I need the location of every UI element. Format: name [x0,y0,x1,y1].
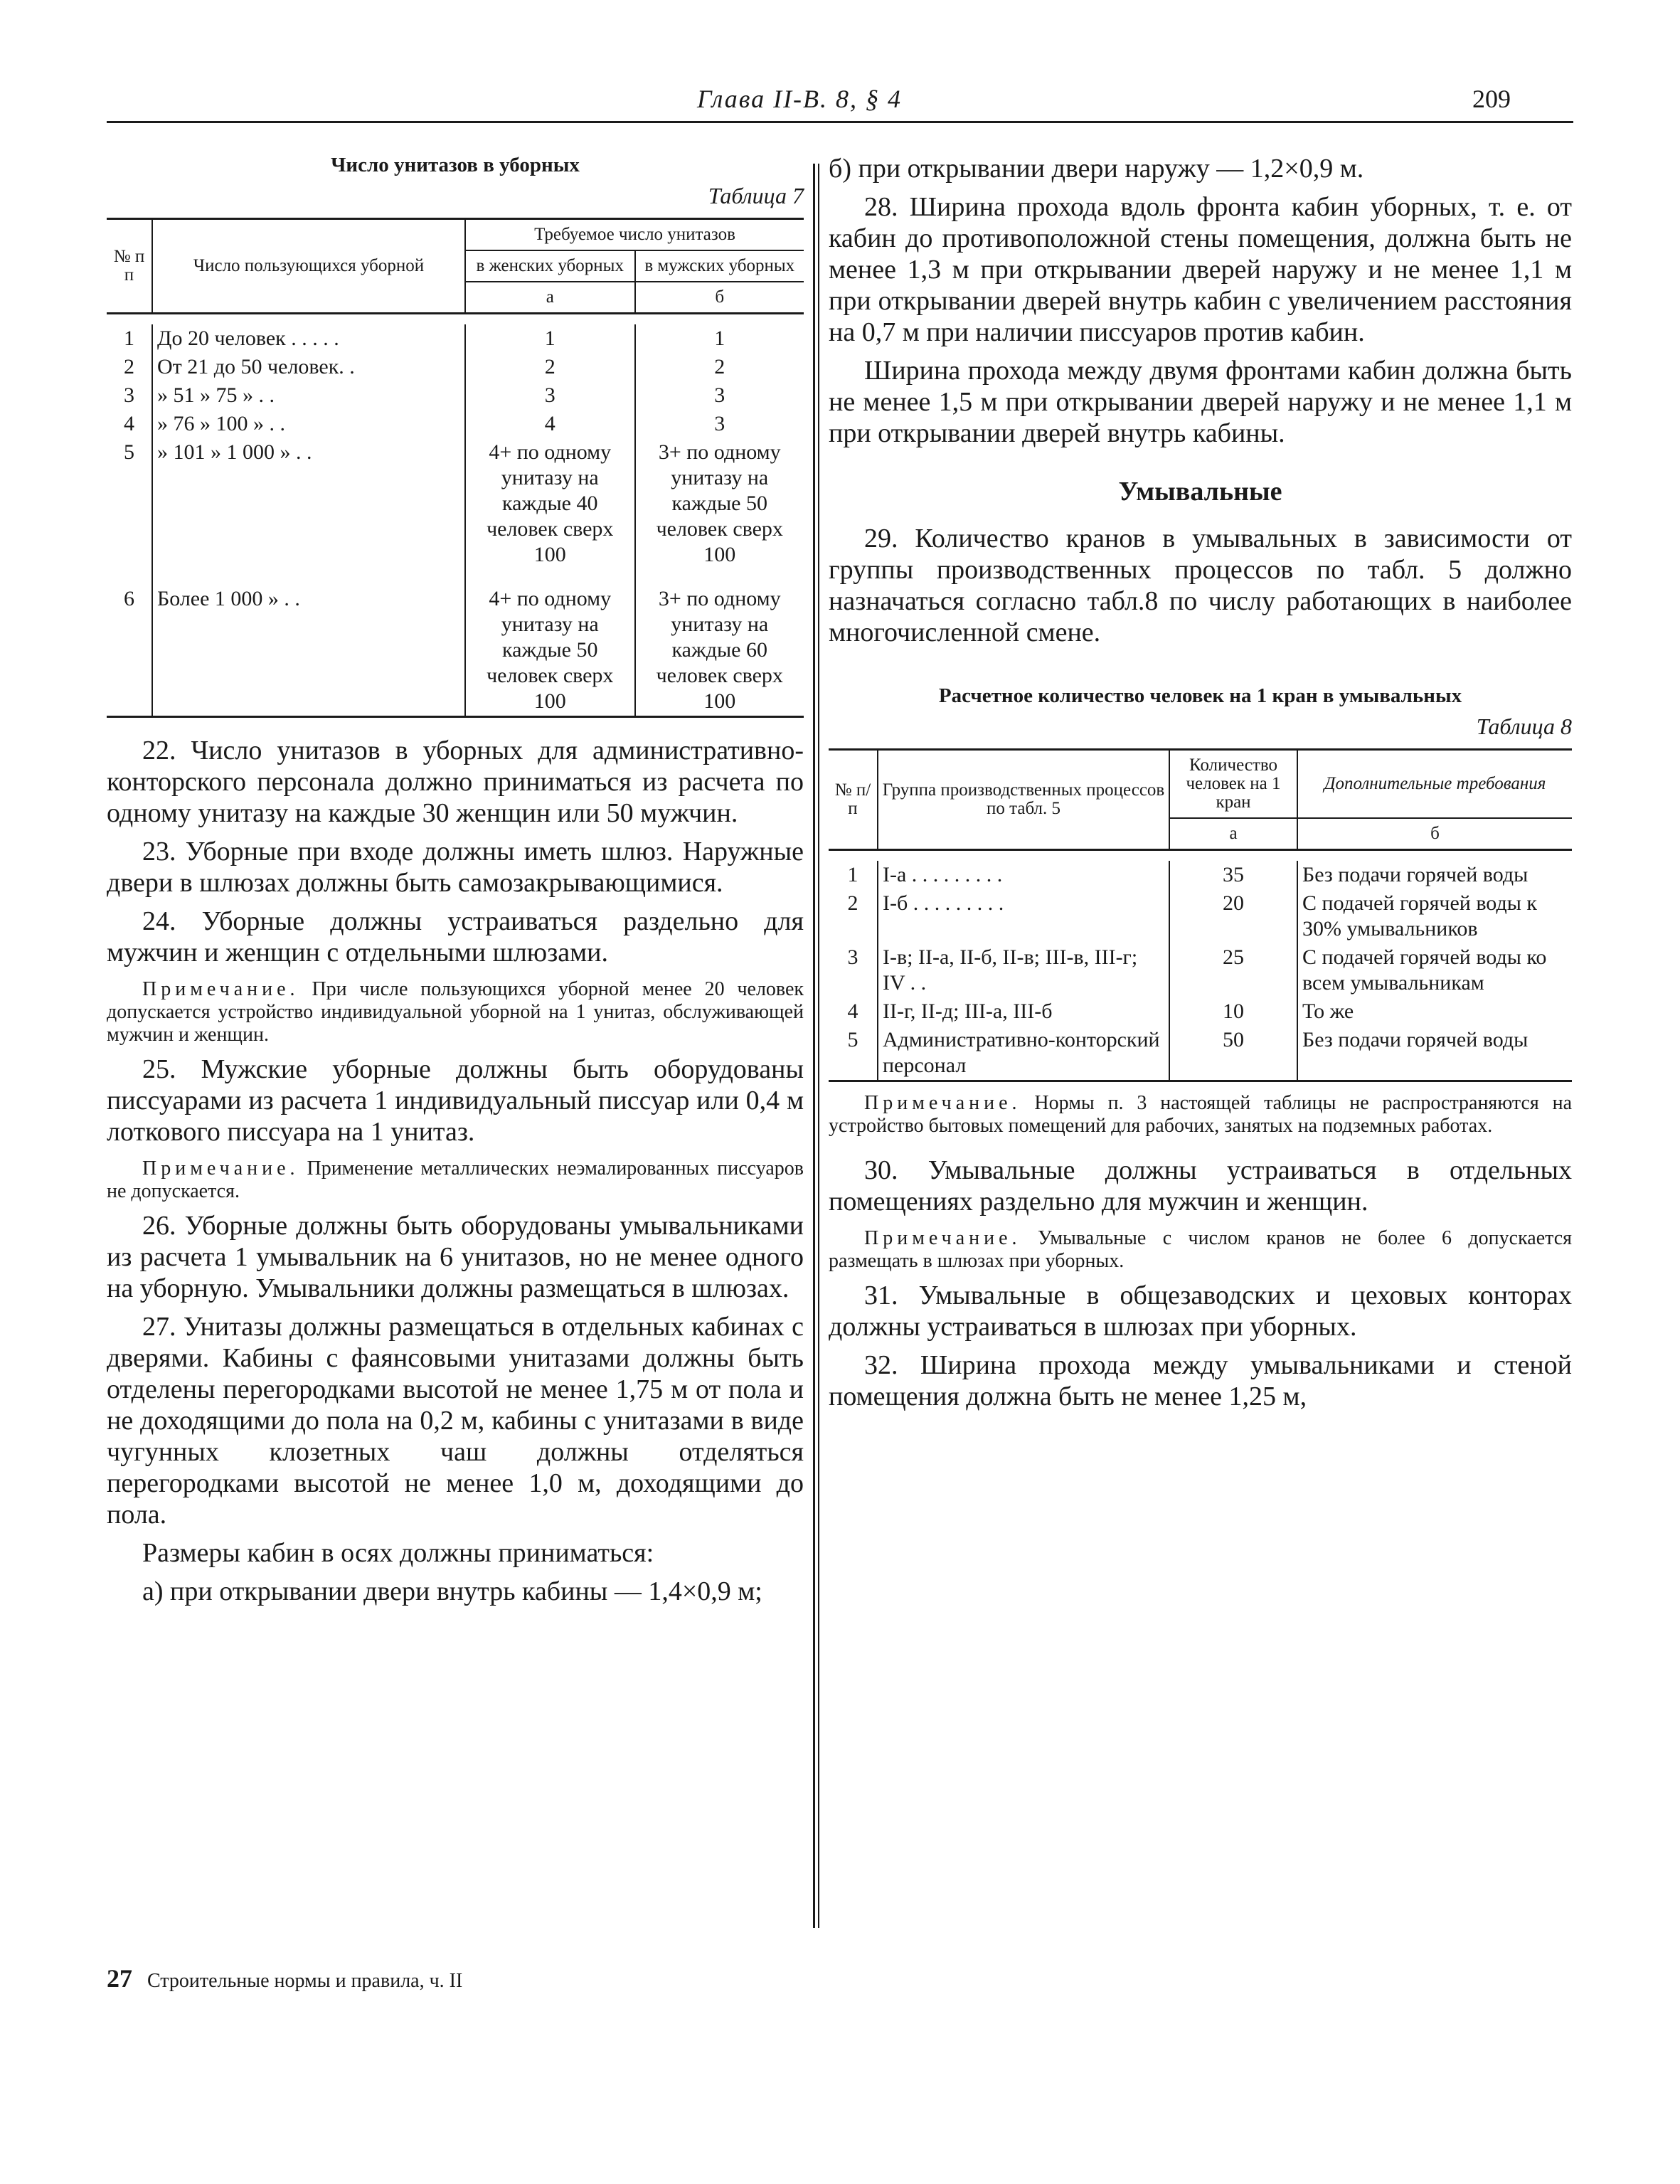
paragraph-28-b: Ширина прохода между двумя фронтами кабин должна быть не менее 1,5 м при открывании дверей наружу и не менее 1,1 м при открывании дверей внутрь кабины. [829,356,1572,448]
table7-header-users: Число пользующихся уборной [152,219,465,314]
note-label: Примечание. [864,1092,1021,1114]
section-heading: Умывальные [1118,477,1282,507]
paragraph-23: 23. Уборные при входе должны иметь шлюз. Наружные двери в шлюзах должны быть самозакрывающимися. [107,837,804,898]
table8-cell-group: Административно-конторский персонал [878,1026,1169,1081]
column-divider-inner [818,164,819,1928]
page-number: 209 [1472,85,1511,113]
table7-cell-num: 6 [107,569,152,717]
table7-cell-men: 1 [635,324,804,353]
table-row [107,381,804,410]
table8-header-extra: Дополнительные требования [1297,750,1572,819]
table7-cell-num: 3 [124,383,134,407]
table8-cell-num: 2 [847,891,858,915]
table7-cell-users: Более 1 000 » . . [152,569,465,717]
table8-cell-count: 20 [1169,889,1297,943]
table7-cell-men: 3 [635,410,804,438]
header-rule [107,121,1573,123]
column-divider [813,164,815,1928]
table7-cell-men: 3+ по одному унитазу на каждые 60 человек сверх 100 [635,569,804,717]
table8-cell-group: I-в; II-а, II-б, II-в; III-в, III-г; IV . . [878,943,1169,997]
table7-header-women: в женских уборных [465,250,635,282]
paragraph-22: 22. Число унитазов в уборных для административно-конторского персонала должно приниматься из расчета по одному унитазу на каждые 30 женщин или 50 мужчин. [107,736,804,828]
table8-header-count: Количество человек на 1 кран [1169,750,1297,819]
table7-cell-num: 5 [124,440,134,464]
paragraph-27-sizes: Размеры кабин в осях должны приниматься: [142,1538,654,1568]
note-text: При числе пользующихся уборной менее 20 человек допускается устройство индивидуальной уборной на 1 унитаз, обслуживающей мужчин и женщин. [107,978,804,1046]
paragraph-27-a: а) при открывании двери внутрь кабины — 1,4×0,9 м; [142,1576,762,1606]
paragraph-31: 31. Умывальные в общезаводских и цеховых конторах должны устраиваться в шлюзах при уборных. [829,1281,1572,1342]
table8-title: Расчетное количество человек на 1 кран в умывальных [938,684,1462,707]
note-30 [829,1227,1572,1273]
table7-cell-men: 2 [635,353,804,381]
note-text: Применение металлических неэмалированных писсуаров не допускается. [107,1157,804,1202]
table8 [829,748,1572,1082]
note-25 [107,1157,804,1203]
paragraph-27: 27. Унитазы должны размещаться в отдельных кабинах с дверями. Кабины с фаянсовыми унитазами должны быть отделены перегородками высотой не менее 1,75 м от пола и не доходящими до пола на 0,2 м, кабины с унитазами в виде чугунных клозетных чаш должны отделяться перегородками высотой не менее 1,0 м, доходящими до пола. [107,1312,804,1530]
table7-cell-users: От 21 до 50 человек. . [152,353,465,381]
table7-header-men: в мужских уборных [635,250,804,282]
footer-text: Строительные нормы и правила, ч. II [147,1970,463,1992]
table7-cell-users: » 76 » 100 » . . [152,410,465,438]
table8-cell-extra: То же [1297,997,1572,1026]
table-row [829,861,1572,889]
table-row [829,997,1572,1026]
table7-cell-users: До 20 человек . . . . . [152,324,465,353]
table8-cell-count: 50 [1169,1026,1297,1081]
table7-header-b: б [635,282,804,314]
paragraph-29: 29. Количество кранов в умывальных в зависимости от группы производственных процессов по табл. 5 должно назначаться согласно табл.8 по числу работающих в наиболее многочисленной смене. [829,524,1572,647]
table8-header-b: б [1297,818,1572,850]
paragraph-27-b: б) при открывании двери наружу — 1,2×0,9 м. [829,154,1364,184]
paragraph-28: 28. Ширина прохода вдоль фронта кабин уборных, т. е. от кабин до противоположной стены помещения, должна быть не менее 1,3 м при открывании дверей наружу и не менее 1,1 м при открывании дверей внутрь кабин с увеличением расстояния на 0,7 м при наличии писсуаров против кабин. [829,192,1572,347]
paragraph-25: 25. Мужские уборные должны быть оборудованы писсуарами из расчета 1 индивидуальный писсуар или 0,4 м лоткового писсуара на 1 унитаз. [107,1054,804,1147]
table8-cell-extra: Без подачи горячей воды [1297,1026,1572,1081]
table8-header-group: Группа производственных процессов по табл. 5 [878,750,1169,850]
note-text: Умывальные с числом кранов не более 6 допускается размещать в шлюзах при уборных. [829,1227,1573,1272]
table8-label: Таблица 8 [1476,714,1572,739]
paragraph-32: 32. Ширина прохода между умывальниками и стеной помещения должна быть не менее 1,25 м, [829,1350,1572,1411]
table7-cell-women: 4 [465,410,635,438]
table7-header-a: а [465,282,635,314]
table7-cell-num: 2 [124,355,134,378]
table8-cell-group: II-г, II-д; III-а, III-б [878,997,1169,1026]
table-row [107,438,804,569]
table-row [107,569,804,717]
note-24 [107,978,804,1046]
table7-cell-women: 1 [465,324,635,353]
table-row [829,1026,1572,1081]
right-column [829,153,1572,1412]
table8-cell-count: 35 [1169,861,1297,889]
table8-header-num: № п/п [829,750,878,850]
table8-cell-extra: Без подачи горячей воды [1297,861,1572,889]
running-header: Глава II-В. 8, § 4 [697,85,903,113]
table8-cell-extra: С подачей горячей воды к 30% умывальников [1297,889,1572,943]
note-table8 [829,1092,1572,1138]
table7-cell-women: 4+ по одному унитазу на каждые 50 человек сверх 100 [465,569,635,717]
table7-header-num: № п п [107,219,152,314]
table7-cell-women: 3 [465,381,635,410]
table8-cell-count: 25 [1169,943,1297,997]
table8-header-a: а [1169,818,1297,850]
table7-header-required: Требуемое число унитазов [465,219,804,251]
table-row [829,943,1572,997]
paragraph-30: 30. Умывальные должны устраиваться в отдельных помещениях раздельно для мужчин и женщин. [829,1155,1572,1216]
table8-cell-num: 5 [829,1026,878,1081]
footer-sheet-number: 27 [107,1964,132,1993]
table7-cell-women: 2 [465,353,635,381]
paragraph-26: 26. Уборные должны быть оборудованы умывальниками из расчета 1 умывальник на 6 унитазов, но не менее одного на уборную. Умывальники должны размещаться в шлюзах. [107,1211,804,1303]
table-row [107,410,804,438]
page-footer [107,1963,462,1993]
note-text: Нормы п. 3 настоящей таблицы не распространяются на устройство бытовых помещений для рабочих, занятых на подземных работах. [829,1092,1572,1137]
note-label: Примечание. [142,978,299,1000]
table8-cell-group: I-б . . . . . . . . . [878,889,1169,943]
table8-cell-extra: С подачей горячей воды ко всем умывальникам [1297,943,1572,997]
table-row [829,889,1572,943]
table7-cell-num: 1 [124,327,134,350]
table7-cell-women: 4+ по одному унитазу на каждые 40 человек сверх 100 [465,438,635,569]
table7-cell-num: 4 [124,412,134,435]
table7-cell-users: » 101 » 1 000 » . . [152,438,465,569]
table7-cell-men: 3 [635,381,804,410]
table8-cell-num: 1 [847,863,858,886]
table-row [107,324,804,353]
table7-cell-users: » 51 » 75 » . . [152,381,465,410]
paragraph-24: 24. Уборные должны устраиваться раздельно для мужчин и женщин с отдельными шлюзами. [107,906,804,968]
table8-cell-count: 10 [1169,997,1297,1026]
note-label: Примечание. [142,1157,299,1180]
table7-label: Таблица 7 [708,183,804,208]
table7-cell-men: 3+ по одному унитазу на каждые 50 человек сверх 100 [635,438,804,569]
left-column [107,153,804,1607]
table8-cell-num: 4 [847,1000,858,1023]
table7 [107,218,804,718]
note-label: Примечание. [864,1227,1021,1249]
table8-cell-group: I-а . . . . . . . . . [878,861,1169,889]
table-row [107,353,804,381]
table7-title: Число унитазов в уборных [331,154,580,176]
table8-cell-num: 3 [847,945,858,969]
